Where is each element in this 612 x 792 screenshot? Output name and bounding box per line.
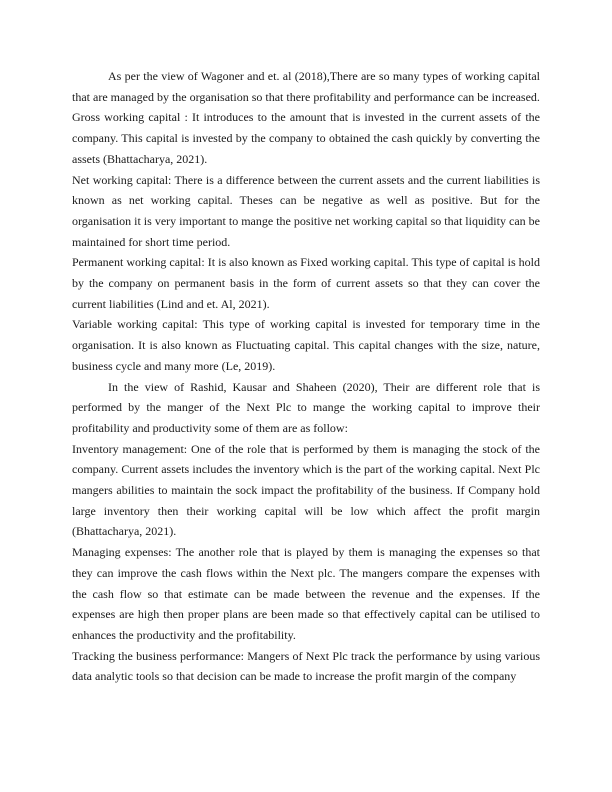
variable-working-capital-paragraph: Variable working capital: This type of working capital is invested for temporary time in the organisation. It is also known as Fluctuating capital. This capital changes with the size, nature, business cycle and many more (Le, 2019). xyxy=(72,317,540,373)
tracking-performance-paragraph: Tracking the business performance: Mangers of Next Plc track the performance by using various data analytic tools so that decision can be made to increase the profit margin of the company xyxy=(72,648,540,684)
net-working-capital-paragraph: Net working capital: There is a difference between the current assets and the current liabilities is known as net working capital. Theses can be negative as well as positive. But for the organisation it is very important to mange the positive net working capital so that liquidity can be maintained for short time period. xyxy=(72,172,540,249)
document-page xyxy=(72,66,540,687)
roles-intro-paragraph: In the view of Rashid, Kausar and Shaheen (2020), Their are different role that is performed by the manger of the Next Plc to mange the working capital to improve their profitability and productivity some of them are as follow: xyxy=(72,379,540,435)
inventory-management-paragraph: Inventory management: One of the role that is performed by them is managing the stock of the company. Current assets includes the inventory which is the part of the working capital. Next Plc mangers abilities to maintain the sock impact the profitability of the business. If Company hold large inventory then their working capital will be low which affect the profit margin (Bhattacharya, 2021). xyxy=(72,441,540,539)
permanent-working-capital-paragraph: Permanent working capital: It is also known as Fixed working capital. This type of capital is hold by the company on permanent basis in the form of current assets so that they can cover the current liabilities (Lind and et. Al, 2021). xyxy=(72,255,540,311)
gross-working-capital-paragraph: Gross working capital : It introduces to the amount that is invested in the current assets of the company. This capital is invested by the company to obtained the cash quickly by converting the assets (Bhattacharya, 2021). xyxy=(72,110,540,166)
managing-expenses-paragraph: Managing expenses: The another role that is played by them is managing the expenses so that they can improve the cash flows within the Next plc. The mangers compare the expenses with the cash flow so that estimate can be made between the revenue and the expenses. If the expenses are high then proper plans are been made so that effectively capital can be utilised to enhances the productivity and the profitability. xyxy=(72,545,540,642)
intro-paragraph: As per the view of Wagoner and et. al (2018),There are so many types of working capital that are managed by the organisation so that there profitability and performance can be increased. xyxy=(72,69,540,104)
